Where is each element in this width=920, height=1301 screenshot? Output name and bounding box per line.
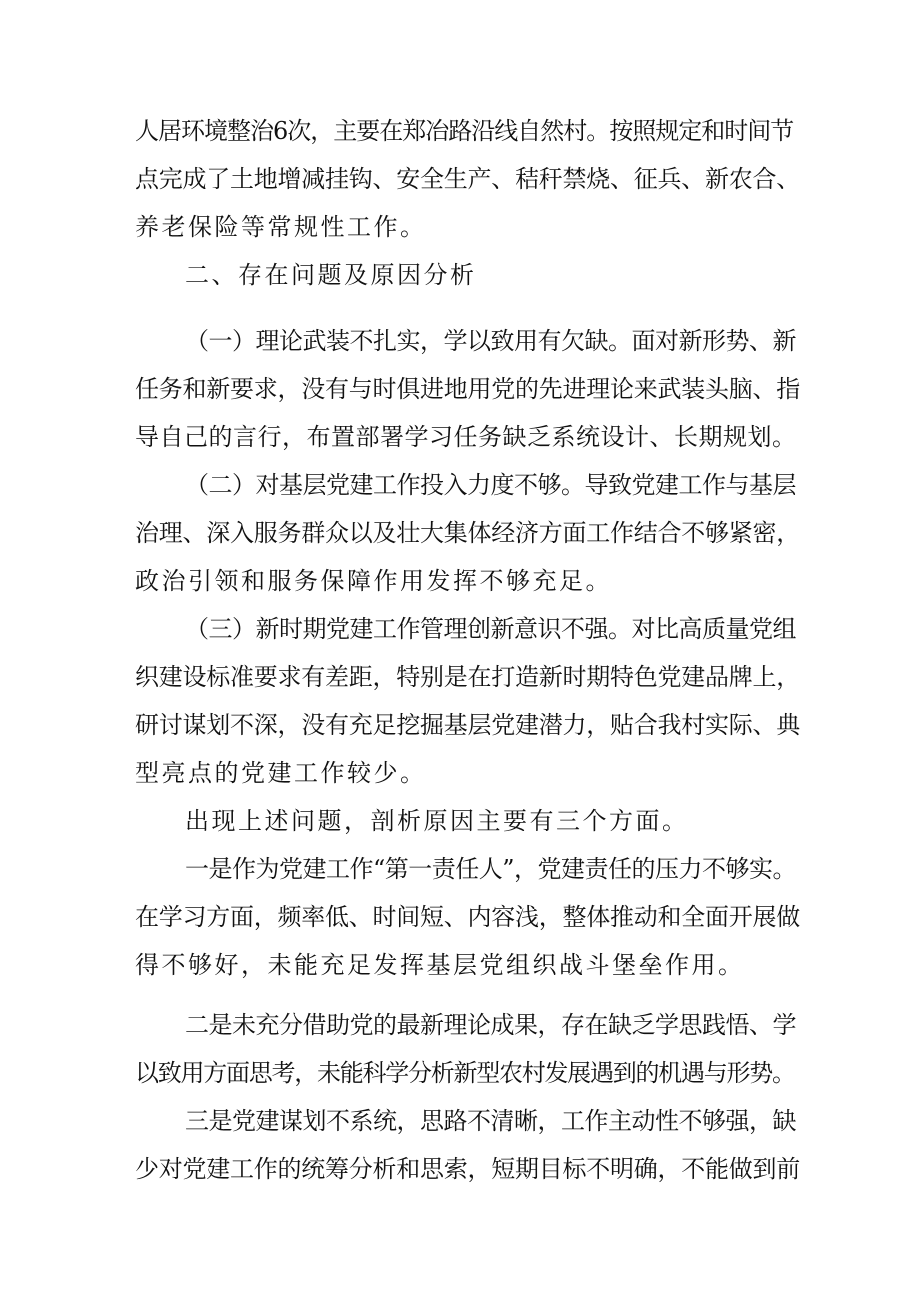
section-heading: 二、存在问题及原因分析	[185, 261, 477, 289]
text-line: 出现上述问题，剖析原因主要有三个方面。	[185, 807, 689, 835]
text-line: 研讨谋划不深，没有充足挖掘基层党建潜力，贴合我村实际、典	[135, 711, 800, 739]
text-line: 政治引领和服务保障作用发挥不够充足。	[135, 567, 612, 595]
text-line: 治理、深入服务群众以及壮大集体经济方面工作结合不够紧密，	[135, 519, 800, 547]
text-line: 一是作为党建工作“第一责任人”，党建责任的压力不够实。	[185, 855, 797, 883]
text-line: 得不够好，未能充足发挥基层党组织战斗堡垒作用。	[135, 951, 745, 979]
text-line: 点完成了土地增减挂钩、安全生产、秸秆禁烧、征兵、新农合、	[135, 165, 800, 193]
text-line: 少对党建工作的统筹分析和思索，短期目标不明确，不能做到前	[135, 1155, 800, 1183]
text-line: （一）理论武装不扎实，学以致用有欠缺。面对新形势、新	[185, 327, 796, 355]
text-line: 二是未充分借助党的最新理论成果，存在缺乏学思践悟、学	[185, 1011, 796, 1039]
text-line: 任务和新要求，没有与时俱进地用党的先进理论来武装头脑、指	[135, 375, 800, 403]
text-line: 在学习方面，频率低、时间短、内容浅，整体推动和全面开展做	[135, 903, 800, 931]
text-line: （二）对基层党建工作投入力度不够。导致党建工作与基层	[185, 471, 796, 499]
text-line: 三是党建谋划不系统，思路不清晰，工作主动性不够强，缺	[185, 1107, 796, 1135]
text-line: 织建设标准要求有差距，特别是在打造新时期特色党建品牌上，	[135, 663, 800, 691]
text-line: 养老保险等常规性工作。	[135, 213, 427, 241]
text-line: （三）新时期党建工作管理创新意识不强。对比高质量党组	[185, 615, 796, 643]
text-line: 导自己的言行，布置部署学习任务缺乏系统设计、长期规划。	[135, 423, 797, 451]
text-line: 以致用方面思考，未能科学分析新型农村发展遇到的机遇与形势。	[135, 1059, 795, 1087]
text-line: 人居环境整治6次，主要在郑冶路沿线自然村。按照规定和时间节	[135, 117, 794, 145]
text-line: 型亮点的党建工作较少。	[135, 759, 427, 787]
